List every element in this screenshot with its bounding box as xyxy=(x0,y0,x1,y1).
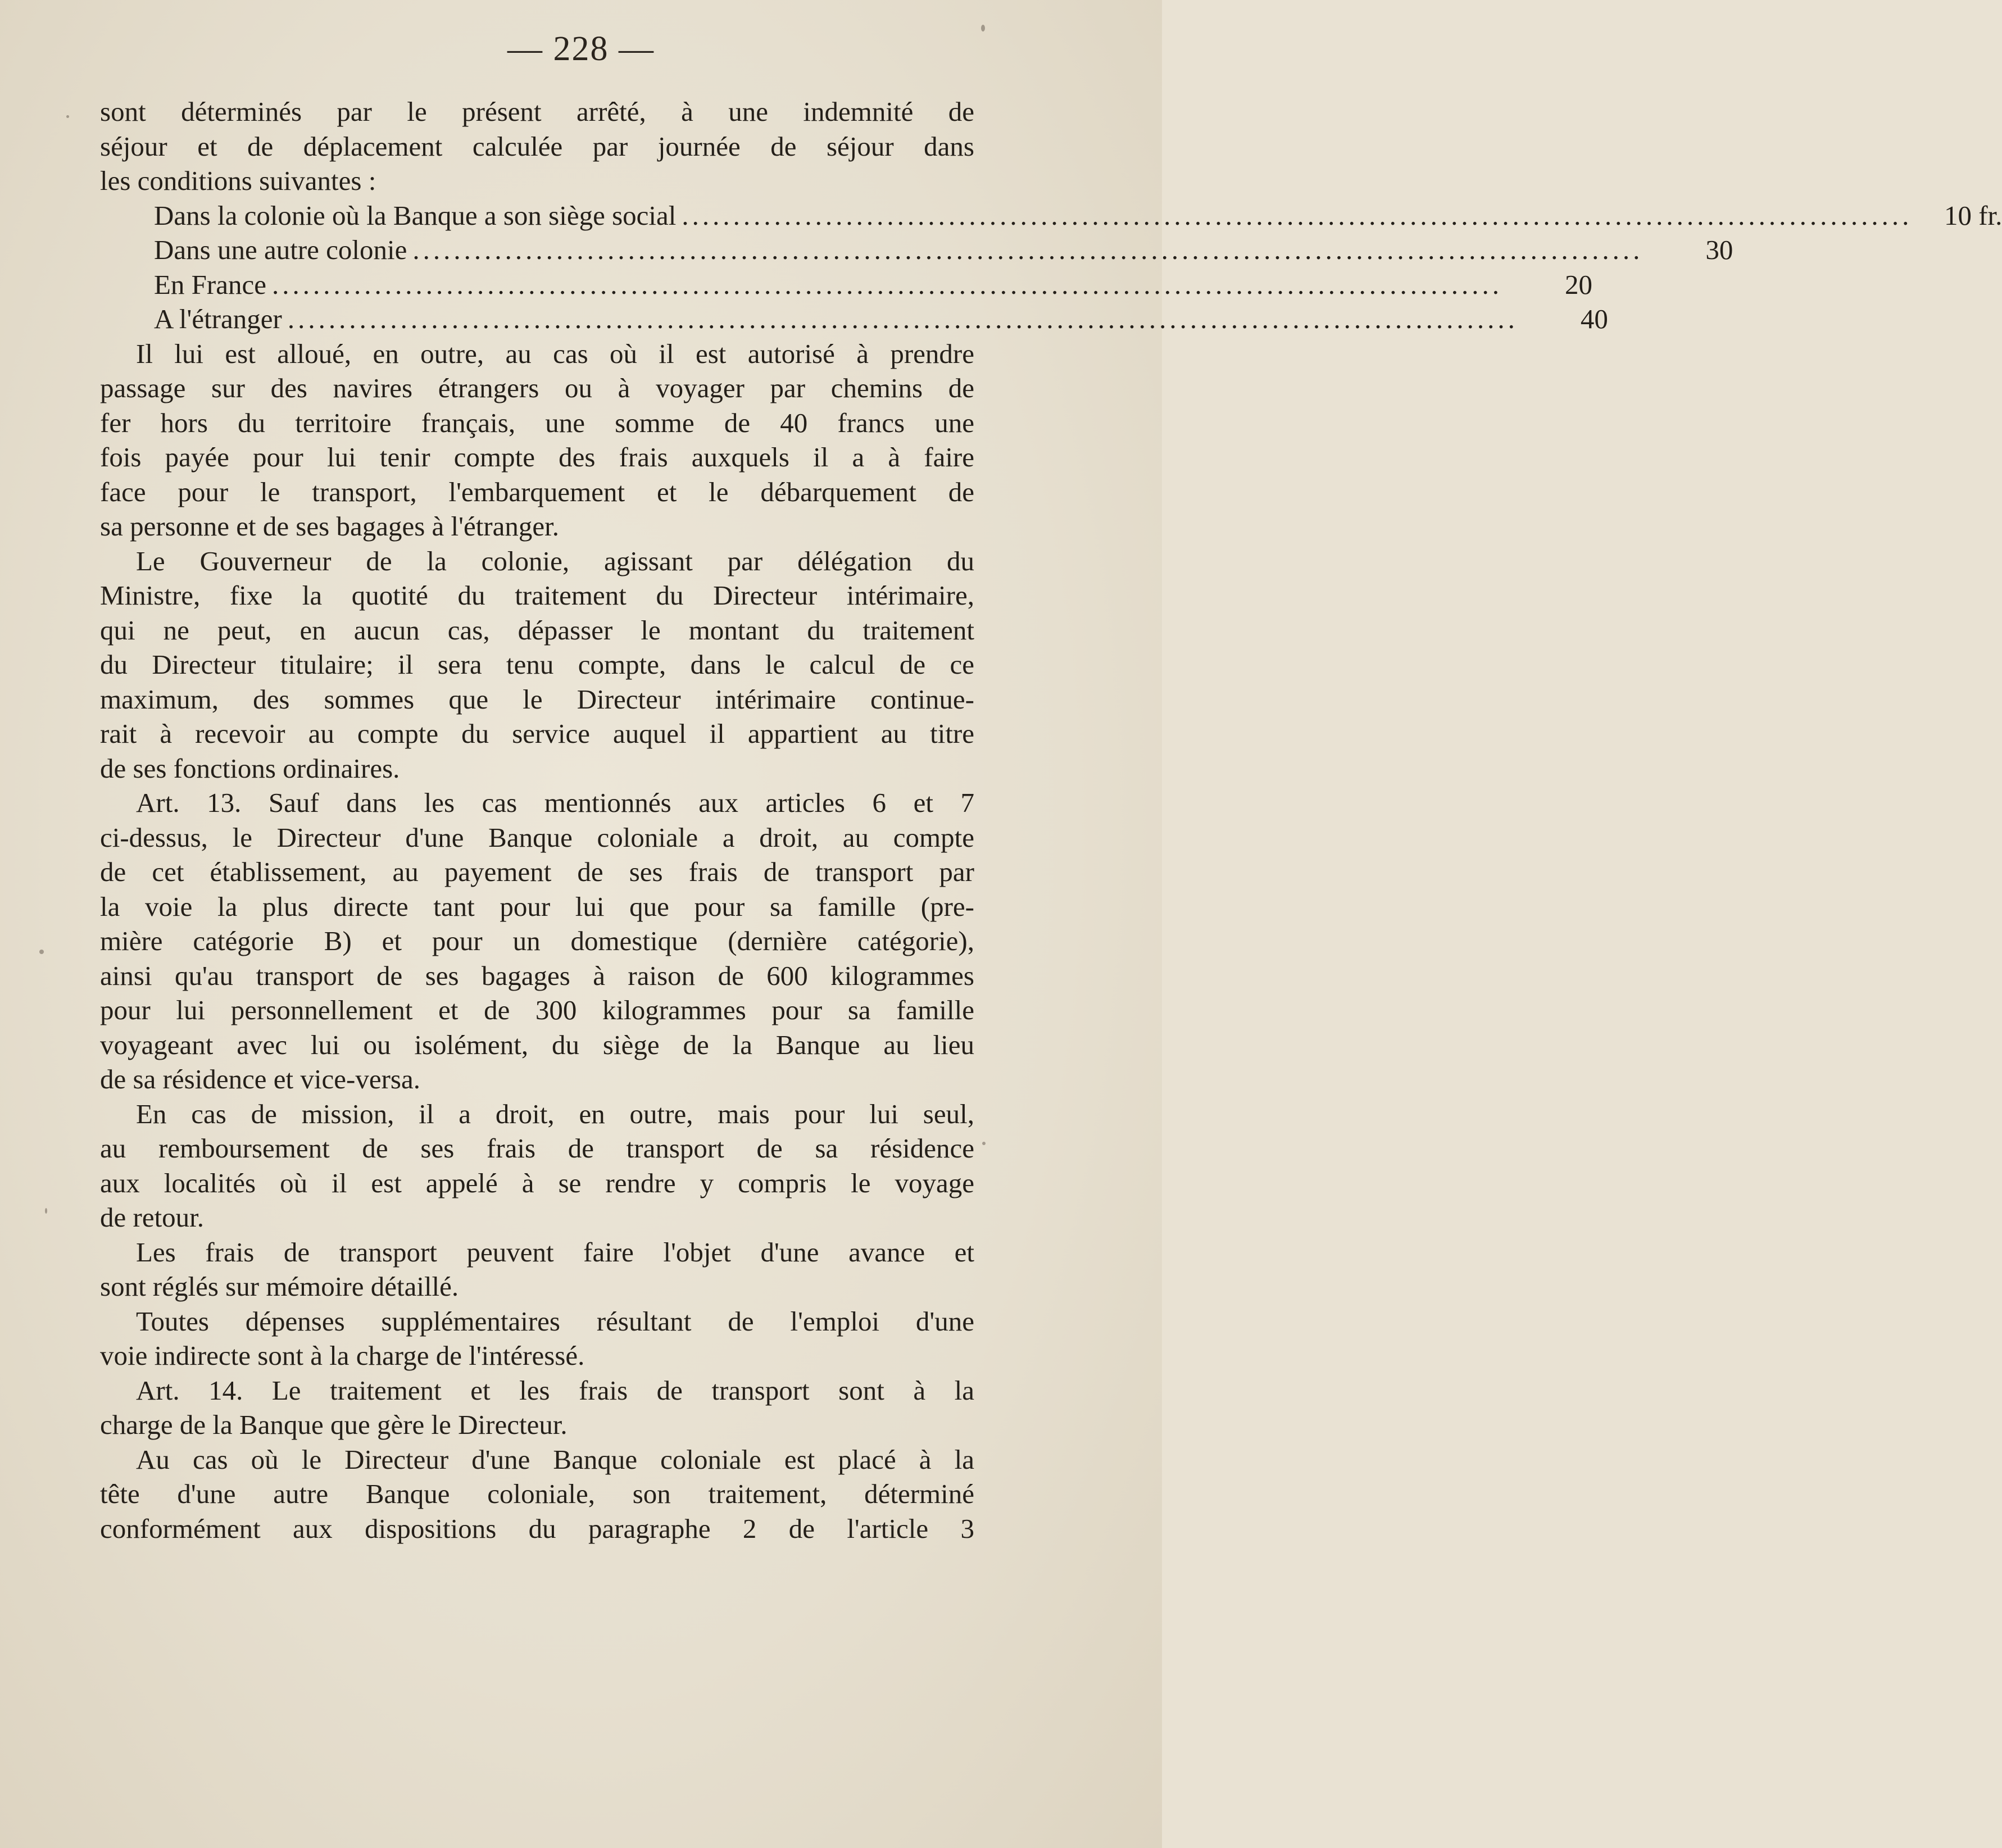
paper-speck xyxy=(39,950,44,954)
paper-speck xyxy=(982,1142,986,1145)
paragraph xyxy=(100,1442,974,1546)
opening-paragraph xyxy=(100,94,974,198)
paragraph xyxy=(100,1097,974,1235)
text-line: du Directeur titulaire; il sera tenu compte, dans le calcul de ce xyxy=(100,649,974,680)
rate-label: A l'étranger xyxy=(154,303,282,334)
text-line: Il lui est alloué, en outre, au cas où il est autorisé à prendre xyxy=(136,338,974,369)
text-line: ci-dessus, le Directeur d'une Banque coloniale a droit, au compte xyxy=(100,821,974,853)
text-line: sont déterminés par le présent arrêté, à une indemnité de xyxy=(100,96,974,127)
leader-dots: ........................................................................................................................ xyxy=(682,199,1913,231)
text-line: Ministre, fixe la quotité du traitement du Directeur intérimaire, xyxy=(100,580,974,611)
paragraph xyxy=(100,544,974,786)
text-line: tête d'une autre Banque coloniale, son traitement, déterminé xyxy=(100,1478,974,1509)
rate-value: 40 xyxy=(1580,303,1608,334)
text-line: séjour et de déplacement calculée par journée de séjour dans xyxy=(100,130,974,162)
text-line: voyageant avec lui ou isolément, du siège de la Banque au lieu xyxy=(100,1029,974,1060)
rate-value: 30 xyxy=(1705,234,1733,265)
text-line: conformément aux dispositions du paragraphe 2 de l'article 3 xyxy=(100,1513,974,1544)
text-line: passage sur des navires étrangers ou à voyager par chemins de xyxy=(100,373,974,403)
text-line: ainsi qu'au transport de ses bagages à raison de 600 kilogrammes xyxy=(100,960,974,991)
text-line: sa personne et de ses bagages à l'étranger. xyxy=(100,511,559,542)
text-line: de cet établissement, au payement de ses frais de transport par xyxy=(100,856,974,887)
rate-row xyxy=(100,267,1592,302)
text-line: pour lui personnellement et de 300 kilogrammes pour sa famille xyxy=(100,995,974,1025)
text-line: au remboursement de ses frais de transport de sa résidence xyxy=(100,1133,974,1164)
text-line: Les frais de transport peuvent faire l'objet d'une avance et xyxy=(136,1236,974,1268)
rate-value: 10 fr. xyxy=(1944,199,2002,231)
paper-speck xyxy=(45,1208,47,1214)
leader-dots: ........................................................................................................................ xyxy=(412,234,1644,265)
text-line: Toutes dépenses supplémentaires résultant de l'emploi d'une xyxy=(136,1305,974,1337)
paragraph xyxy=(100,337,974,544)
text-line: Au cas où le Directeur d'une Banque coloniale est placé à la xyxy=(136,1443,974,1475)
text-line: charge de la Banque que gère le Directeur. xyxy=(100,1409,568,1440)
paper-speck xyxy=(66,115,69,118)
text-line: la voie la plus directe tant pour lui que pour sa famille (pre- xyxy=(100,891,974,922)
rate-row xyxy=(100,233,1733,267)
leader-dots: ........................................................................................................................ xyxy=(272,269,1502,300)
paragraph xyxy=(100,1235,974,1304)
rate-row xyxy=(100,302,1608,337)
text-line: Art. 14. Le traitement et les frais de transport sont à la xyxy=(136,1374,974,1406)
leader-dots: ........................................................................................................................ xyxy=(287,303,1518,334)
body-paragraphs xyxy=(100,337,974,1546)
text-line: aux localités où il est appelé à se rendre y compris le voyage xyxy=(100,1167,974,1198)
text-line: fer hors du territoire français, une somme de 40 francs une xyxy=(100,407,974,438)
text-line: voie indirecte sont à la charge de l'intéressé. xyxy=(100,1340,585,1371)
page-text xyxy=(100,94,2002,1546)
rates-table xyxy=(100,198,2002,337)
text-line: sont réglés sur mémoire détaillé. xyxy=(100,1271,459,1302)
text-line: de sa résidence et vice-versa. xyxy=(100,1064,420,1095)
text-line: mière catégorie B) et pour un domestique (dernière catégorie), xyxy=(100,925,974,956)
page-number: — 228 — xyxy=(507,30,655,68)
text-line: rait à recevoir au compte du service auquel il appartient au titre xyxy=(100,718,974,749)
text-line: En cas de mission, il a droit, en outre, mais pour lui seul, xyxy=(136,1098,974,1129)
text-line: fois payée pour lui tenir compte des frais auxquels il a à faire xyxy=(100,442,974,473)
rate-label: Dans la colonie où la Banque a son siège social xyxy=(154,199,677,231)
text-line: les conditions suivantes : xyxy=(100,165,376,196)
paragraph xyxy=(100,1373,974,1442)
paper-speck xyxy=(981,25,985,31)
text-line: qui ne peut, en aucun cas, dépasser le montant du traitement xyxy=(100,614,974,646)
text-line: Le Gouverneur de la colonie, agissant par délégation du xyxy=(136,545,974,576)
rate-row xyxy=(100,198,2002,233)
rate-label: En France xyxy=(154,269,266,300)
text-line: de retour. xyxy=(100,1202,205,1233)
paragraph xyxy=(100,1304,974,1373)
text-line: Art. 13. Sauf dans les cas mentionnés aux articles 6 et 7 xyxy=(136,787,974,818)
paragraph xyxy=(100,785,974,1097)
text-line: de ses fonctions ordinaires. xyxy=(100,752,400,784)
rate-label: Dans une autre colonie xyxy=(154,234,407,265)
text-line: maximum, des sommes que le Directeur intérimaire continue- xyxy=(100,683,974,715)
text-line: face pour le transport, l'embarquement et le débarquement de xyxy=(100,476,974,507)
rate-value: 20 xyxy=(1565,269,1592,300)
